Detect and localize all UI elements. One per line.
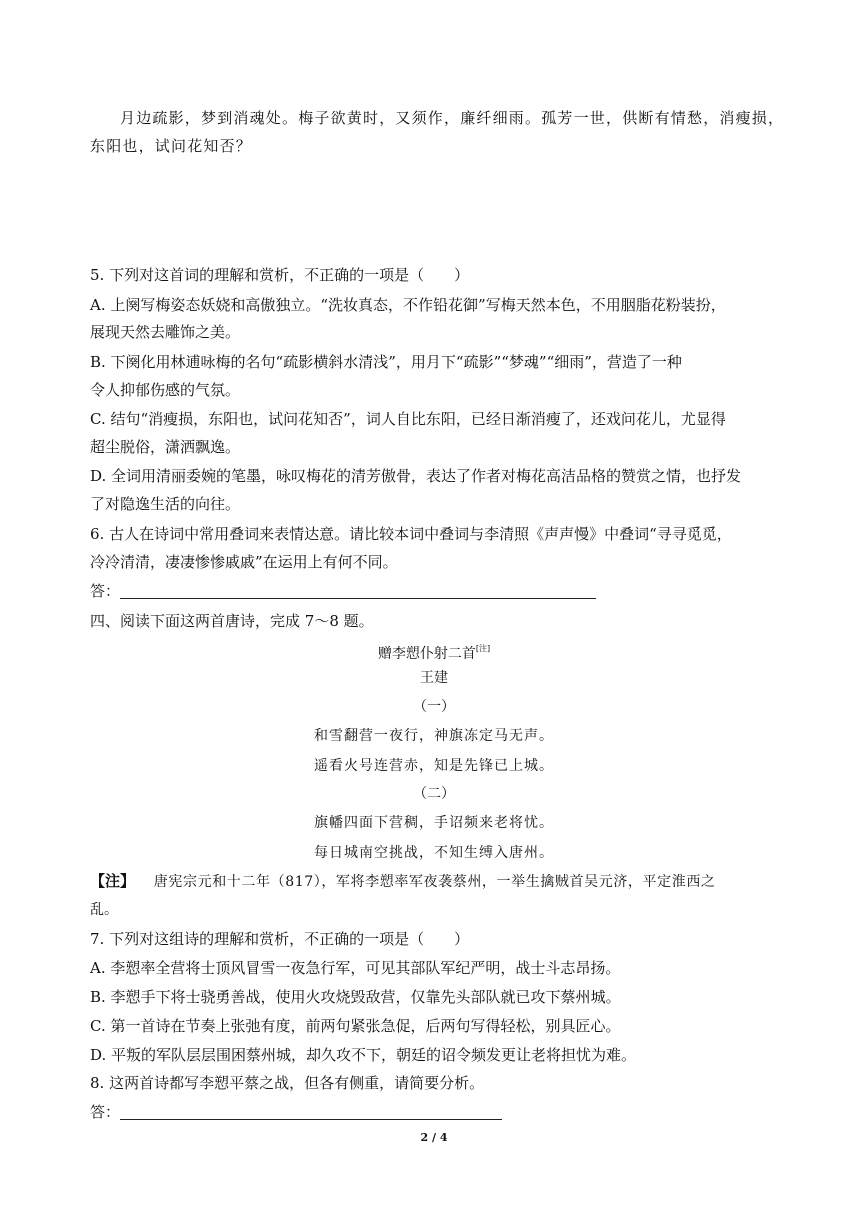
q6-stem-line-1: 6. 古人在诗词中常用叠词来表情达意。请比较本词中叠词与李清照《声声慢》中叠词“寻寻觅觅，	[90, 525, 732, 543]
poem-title-note-mark: [注]	[475, 644, 491, 653]
poem-author: 王建	[420, 670, 448, 686]
poem-part-2-label: （二）	[413, 786, 455, 802]
q6-answer-blank[interactable]	[120, 598, 596, 599]
q5-option-a-line-1: A. 上阕写梅姿态妖娆和高傲独立。“洗妆真态，不作铅花御”写梅天然本色，不用胭脂花粉装扮，	[90, 296, 726, 314]
q5-stem: 5. 下列对这首词的理解和赏析，不正确的一项是（ ）	[90, 266, 470, 284]
poem-part-1-line-2: 遥看火号连营赤，知是先锋已上城。	[314, 758, 554, 774]
q5-option-c-line-2: 超尘脱俗，潇洒飘逸。	[90, 438, 241, 456]
q7-option-d: D. 平叛的军队层层围困蔡州城，却久攻不下，朝廷的诏令频发更让老将担忧为难。	[90, 1046, 637, 1064]
q5-option-c-line-1: C. 结句“消瘦损，东阳也，试问花知否”，词人自比东阳，已经日渐消瘦了，还戏问花儿，尤显得	[90, 410, 726, 428]
q6-stem-line-2: 冷冷清清，凄凄惨惨戚戚”在运用上有何不同。	[90, 553, 398, 571]
poem-title-wrap	[0, 639, 868, 664]
q7-option-a: A. 李愬率全营将士顶风冒雪一夜急行军，可见其部队军纪严明，战士斗志昂扬。	[90, 959, 621, 977]
q5-option-b-line-2: 令人抑郁伤感的气氛。	[90, 381, 241, 399]
q8-answer-label: 答：	[90, 1103, 121, 1121]
page-number: 2 / 4	[420, 1131, 448, 1144]
poem-title: 赠李愬仆射二首	[377, 646, 476, 662]
note-text-line-2: 乱。	[90, 902, 118, 918]
q5-option-d-line-2: 了对隐逸生活的向往。	[90, 495, 241, 513]
poem-line-1: 月边疏影，梦到消魂处。梅子欲黄时，又须作，廉纤细雨。孤芳一世，供断有情愁，消瘦损，	[120, 109, 785, 127]
q5-option-b-line-1: B. 下阕化用林逋咏梅的名句“疏影横斜水清浅”，用月下“疏影”“梦魂”“细雨”，营造了一种	[90, 353, 682, 371]
poem-part-1-label: （一）	[413, 699, 455, 715]
q7-option-c: C. 第一首诗在节奏上张弛有度，前两句紧张急促，后两句写得轻松，别具匠心。	[90, 1017, 621, 1035]
q5-option-d-line-1: D. 全词用清丽委婉的笔墨，咏叹梅花的清芳傲骨，表达了作者对梅花高洁品格的赞赏之情，也抒发	[90, 467, 742, 485]
note-label: 【注】	[90, 872, 136, 890]
q7-stem: 7. 下列对这组诗的理解和赏析，不正确的一项是（ ）	[90, 930, 470, 948]
q8-stem: 8. 这两首诗都写李愬平蔡之战，但各有侧重，请简要分析。	[90, 1074, 485, 1092]
poem-part-2-line-2: 每日城南空挑战，不知生缚入唐州。	[314, 845, 554, 861]
poem-line-2: 东阳也，试问花知否？	[90, 137, 253, 155]
note-text-line-1: 唐宪宗元和十二年（817），军将李愬率军夜袭蔡州，一举生擒贼首吴元济，平定淮西之	[153, 874, 716, 890]
q6-answer-label: 答：	[90, 582, 121, 600]
poem-part-2-line-1: 旗幡四面下营稠，手诏频来老将忧。	[314, 815, 554, 831]
section-4-heading: 四、阅读下面这两首唐诗，完成 7～8 题。	[90, 612, 374, 630]
q5-option-a-line-2: 展现天然去雕饰之美。	[90, 323, 241, 341]
q7-option-b: B. 李愬手下将士骁勇善战，使用火攻烧毁敌营，仅靠先头部队就已攻下蔡州城。	[90, 988, 621, 1006]
poem-part-1-line-1: 和雪翻营一夜行，神旗冻定马无声。	[314, 728, 554, 744]
note-line-1	[90, 871, 716, 892]
q8-answer-blank[interactable]	[120, 1119, 502, 1120]
